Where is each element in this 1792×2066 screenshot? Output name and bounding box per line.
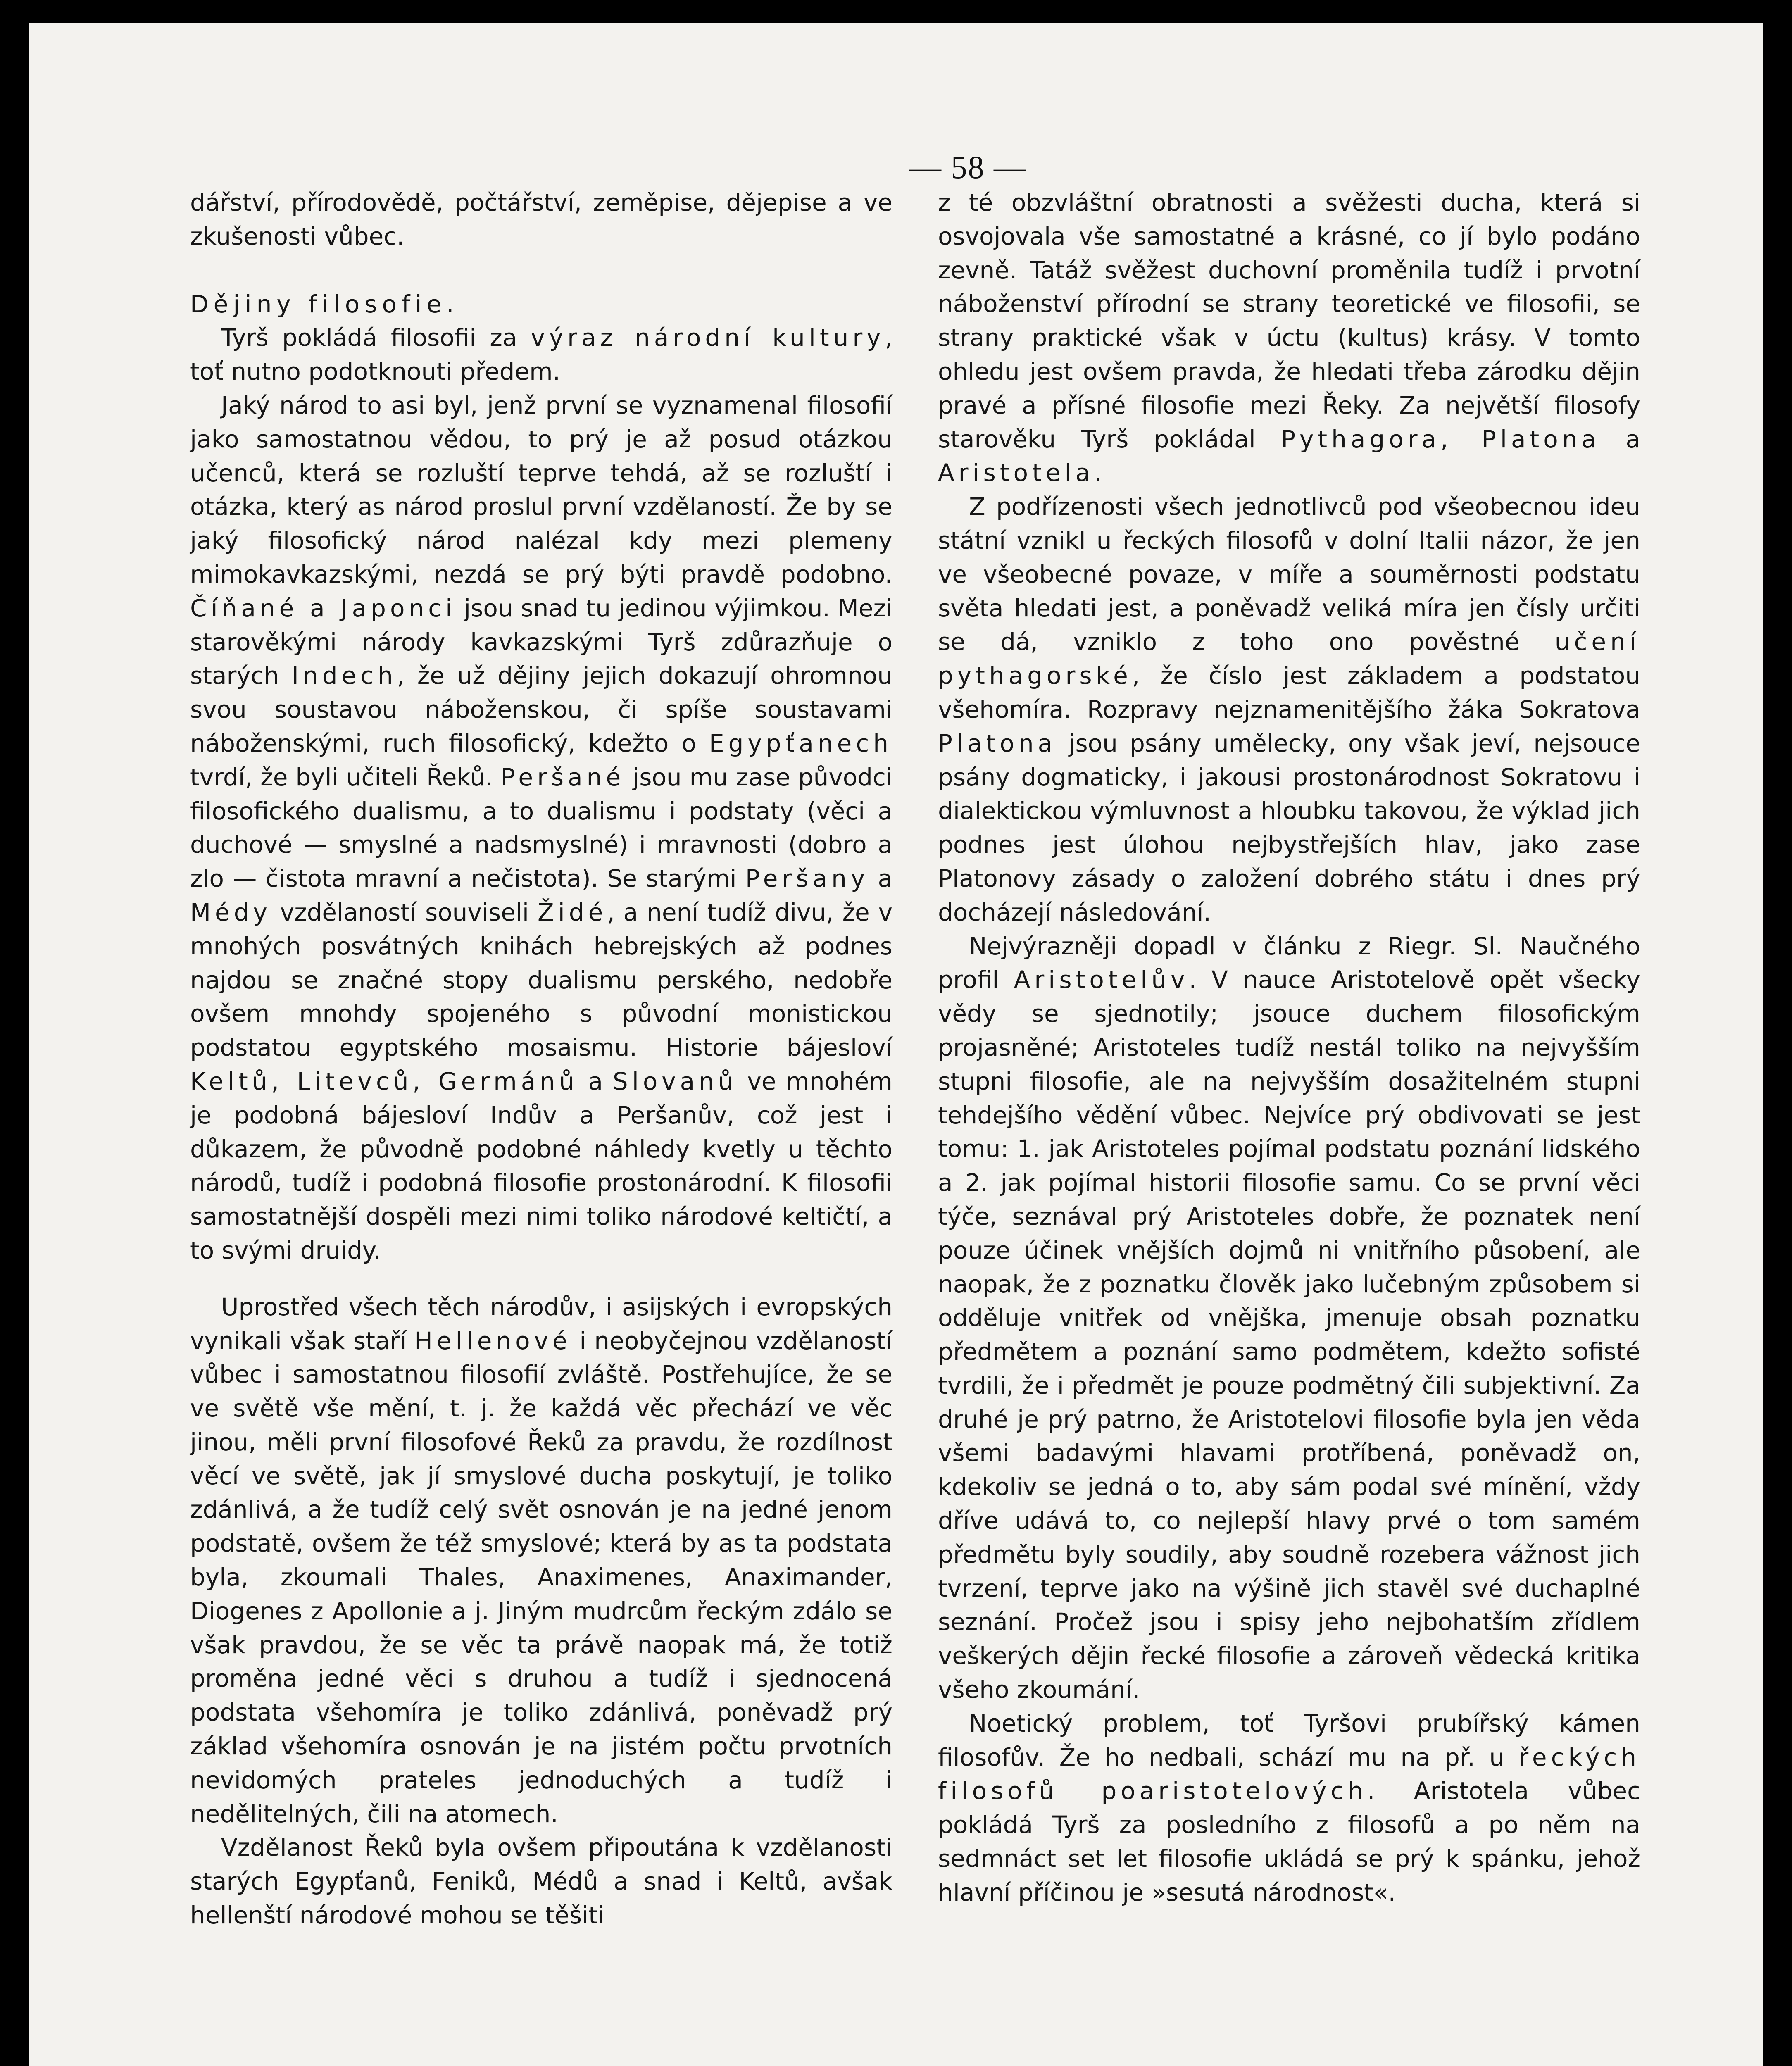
paragraph: dářství, přírodovědě, počtářství, zeměpise, dějepise a ve zkušenosti vůbec. — [190, 188, 892, 250]
text-run: z té obzvláštní obratnosti a svěžesti ducha, která si osvojovala vše samostatné a krásné, co jí bylo podáno zevně. Tatáž svěžest duchovní proměnila tudíž i prvotní náboženství přírodní se strany teoretické ve filosofii, se strany praktické však v úctu (kultus) krásy. V tomto ohledu jest ovšem pravda, že hledati třeba zárodku dějin pravé a přísné filosofie mezi Řeky. Za největší filosofy starověku Tyrš pokládal — [938, 188, 1640, 453]
text-run: Jaký národ to asi byl, jenž první se vyznamenal filosofií jako samostatnou vědou, to prý je až posud otázkou učenců, která se rozluští teprve tehdá, až se rozluští i otázka, který as národ proslul první vzdělaností. Že by se jaký filosofický národ nalézal kdy mezi plemeny mimokavkazskými, nezdá se prý býti pravdě podobno. — [190, 391, 892, 588]
text-run: i neobyčejnou vzdělaností vůbec i samostatnou filosofií zvláště. Postřehujíce, že se ve světě vše mění, t. j. že každá věc přechází ve věc jinou, měli první filosofové Řeků za pravdu, že rozdílnost věcí ve světě, jak jí smyslové ducha poskytují, je toliko zdánlivá, a že tudíž celý svět osnován je na jedné jenom podstatě, ovšem že též smyslové; která by as ta podstata byla, zkoumali Thales, Anaximenes, Anaximander, Diogenes z Apollonie a j. Jiným mudrcům řeckým zdálo se však pravdou, že se věc ta právě naopak má, že totiž proměna jedné věci s druhou a tudíž i sjednocená podstata všehomíra je toliko zdánlivá, poněvadž prý základ všehomíra osnován je na jistém počtu prvotních nevidomých prateles jednoduchých a tudíž i nedělitelných, čili na atomech. — [190, 1326, 892, 1828]
spaced-emphasis: Indech — [291, 662, 397, 690]
spaced-emphasis: Hellenové — [414, 1326, 571, 1355]
text-run: Uprostřed všech těch národův, i asijských i evropských vynikali však staří — [190, 1292, 892, 1355]
text-run: jsou mu zase původci filosofického dualismu, a to dualismu i podstaty (věci a duchové — smyslné a nadsmyslné) i mravnosti (dobro a zlo — čistota mravní a nečistota). Se starými — [190, 763, 892, 893]
spaced-emphasis: Keltů, Litevců, Germánů — [190, 1067, 578, 1095]
spaced-emphasis: Peršany — [745, 864, 869, 893]
text-run: , toť nutno podotknouti předem. — [190, 324, 892, 386]
paragraph — [938, 490, 1640, 929]
paragraph — [938, 186, 1640, 490]
text-run: vzdělaností souviseli — [271, 898, 538, 926]
text-run: , a není tudíž divu, že v mnohých posvátných knihách hebrejských až podnes najdou se značné stopy dualismu perského, nedobře ovšem mnohdy spojeného s původní monistickou podstatou egyptského mosaismu. Historie bájesloví — [190, 898, 892, 1062]
spaced-emphasis: Pythagora, Platona — [1281, 425, 1601, 453]
paragraph — [938, 1707, 1640, 1910]
spaced-emphasis: učení pythagorské — [938, 628, 1640, 690]
paragraph — [938, 930, 1640, 1707]
spaced-emphasis: Židé — [537, 898, 607, 926]
text-run: jsou psány umělecky, ony však jeví, nejsouce psány dogmaticky, i jakousi prostonárodnost Sokratovu i dialektickou výmluvnost a hloubku takovou, že výklad jich podnes jest úlohou nejbystřejších hlav, jako zase Platonovy zásady o založení dobrého státu i dnes prý docházejí následování. — [938, 729, 1640, 926]
text-run: Tyrš pokládá filosofii za — [221, 324, 531, 352]
paragraph — [190, 321, 892, 389]
spaced-emphasis: Číňané a Japonci — [190, 594, 457, 622]
text-run: Noetický problem, toť Tyršovi prubířský kámen filosofův. Že ho nedbali, schází mu na př. u — [938, 1709, 1640, 1771]
spaced-emphasis: Slovanů — [612, 1067, 738, 1095]
text-run: a — [1600, 425, 1640, 453]
text-run: ve mnohém je podobná bájesloví Indův a Peršanův, což jest i důkazem, že původně podobné náhledy kvetly u těchto národů, tudíž i podobná filosofie prostonárodní. K filosofii samostatnější dospěli mezi nimi toliko národové keltičtí, a to svými druidy. — [190, 1067, 892, 1264]
spaced-emphasis: Médy — [190, 898, 271, 926]
spaced-emphasis: Aristotelův — [1014, 966, 1189, 994]
text-run: . V nauce Aristotelově opět všecky vědy se sjednotily; jsouce duchem filosofickým projasněné; Aristoteles tudíž nestál toliko na nejvyšším stupni filosofie, ale na nejvyšším dosažitelném stupni tehdejšího vědění vůbec. Nejvíce prý obdivovati se jest tomu: 1. jak Aristoteles pojímal podstatu poznání lidského a 2. jak pojímal historii filosofie samu. Co se první věci týče, seznával prý Aristoteles dobře, že poznatek není pouze účinek vnějších dojmů ni vnitřního působení, ale naopak, že z poznatku člověk jako lučebným způsobem si odděluje vnitřek od vnějška, jmenuje obsah poznatku předmětem a poznání samo podmětem, kdežto sofisté tvrdili, že i předmět je pouze podmětný čili subjektivní. Za druhé je prý patrno, že Aristotelovi filosofie byla jen věda všemi badavými hlavami protříbená, poněvadž on, kdekoliv se jedná o to, aby sám podal své mínění, vždy dříve udává to, co nejlepší hlavy prvé o tom samém předmětu byly soudily, aby soudně rozebera vážnost jich tvrzení, teprve jako na výšině jich stavěl své duchaplné seznání. Pročež jsou i spisy jeho nejbohatším zřídlem veškerých dějin řecké filosofie a zároveň vědecká kritika všeho zkoumání. — [938, 966, 1640, 1704]
spaced-emphasis: Egypťanech — [709, 729, 892, 757]
text-run: . — [1094, 459, 1102, 487]
text-run: jsou snad tu jedinou výjimkou. Mezi starověkými národy kavkazskými Tyrš zdůrazňuje o starých — [190, 594, 892, 690]
text-run: Z podřízenosti všech jednotlivců pod všeobecnou ideu státní vznikl u řeckých filosofů v dolní Italii názor, že jen ve všeobecné povaze, v míře a souměrnosti podstatu světa hledati jest, a poněvadž veliká míra jen čísly určiti se dá, vzniklo z toho ono pověstné — [938, 493, 1640, 656]
spaced-emphasis: Platona — [938, 729, 1057, 757]
paragraph — [190, 1290, 892, 1831]
text-run: , že číslo jest základem a podstatou všehomíra. Rozpravy nejznamenitějšího žáka Sokratova — [938, 662, 1640, 724]
text-run: tvrdí, že byli učiteli Řeků. — [190, 763, 501, 791]
spaced-emphasis: výraz národní kultury — [531, 324, 885, 352]
spaced-emphasis: Peršané — [500, 763, 625, 791]
paragraph — [190, 389, 892, 1268]
spaced-emphasis: Aristotela — [938, 459, 1095, 487]
text-run: . Aristotela vůbec pokládá Tyrš za posledního z filosofů a po něm na sedmnáct set let filosofie ukládá se prý k spánku, jehož hlavní příčinou je »sesutá národnost«. — [938, 1777, 1640, 1907]
section-heading-wrap — [190, 288, 892, 321]
left-column — [190, 186, 892, 1933]
paragraph: Vzdělanost Řeků byla ovšem připoutána k vzdělanosti starých Egypťanů, Feniků, Médů a snad i Keltů, avšak hellenští národové mohou se těšiti — [190, 1833, 892, 1930]
page-number: — 58 — — [909, 149, 1027, 185]
text-run: , že už dějiny jejich dokazují ohromnou svou soustavou náboženskou, či spíše soustavami náboženskými, ruch filosofický, kdežto o — [190, 662, 892, 757]
spaced-emphasis: řeckých filosofů poaristotelových — [938, 1743, 1640, 1805]
text-run: a — [578, 1067, 613, 1095]
text-run: a — [869, 864, 893, 893]
section-heading: Dějiny filosofie. — [190, 290, 459, 318]
text-run: Nejvýrazněji dopadl v článku z Riegr. Sl. Naučného profil — [938, 932, 1640, 994]
right-column — [938, 186, 1640, 1910]
